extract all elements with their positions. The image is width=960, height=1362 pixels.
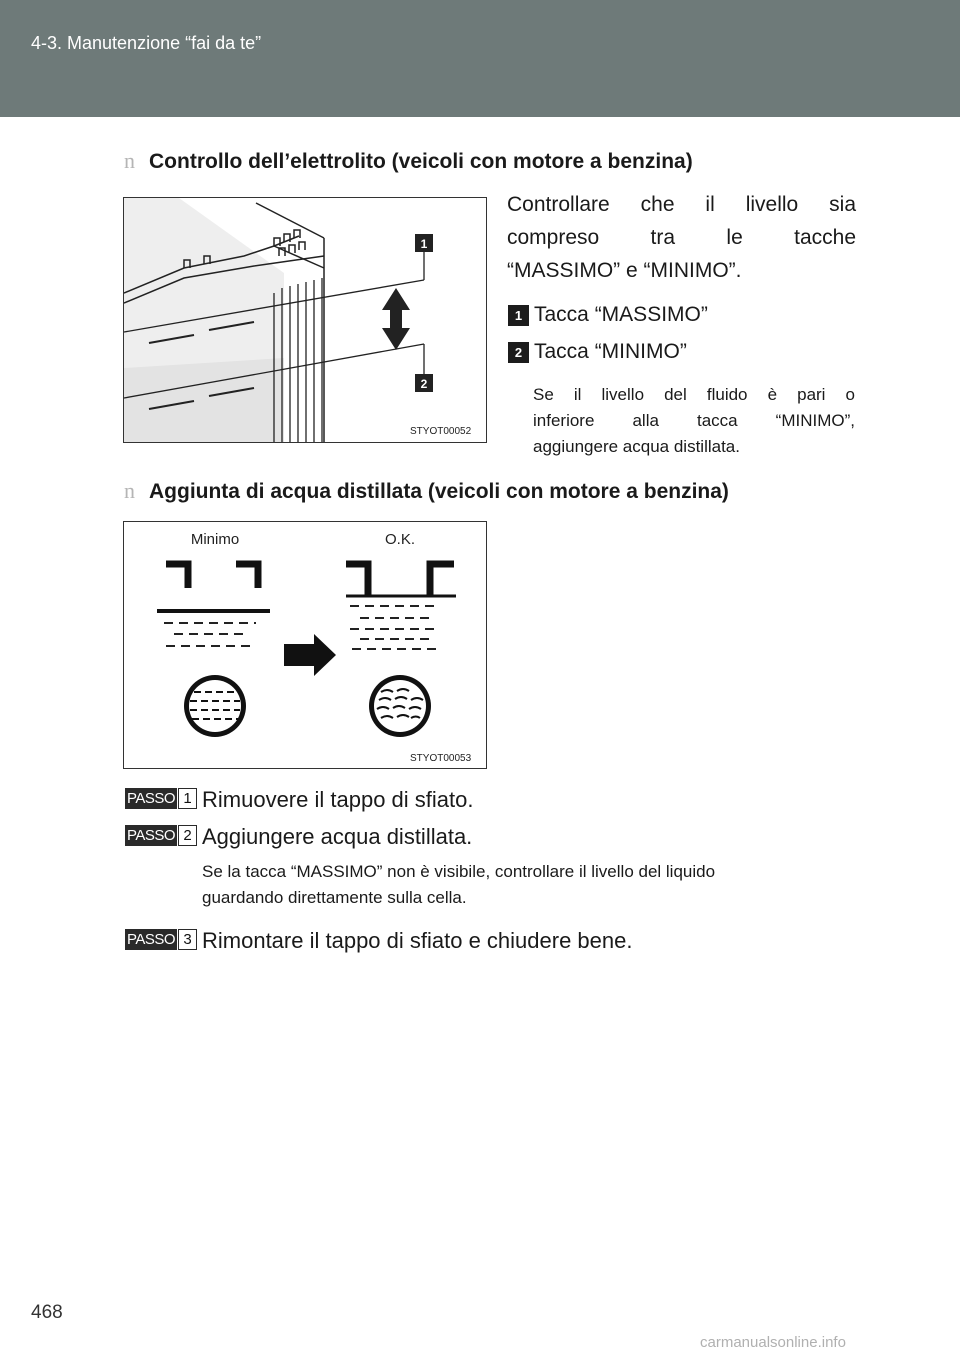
step-text-2: Aggiungere acqua distillata. [202, 824, 473, 849]
step-text-3: Rimontare il tappo di sfiato e chiudere bene. [202, 928, 633, 953]
step-badge-number: 1 [178, 788, 197, 809]
section-bullet: n [124, 478, 135, 503]
callout-label-1: Tacca “MASSIMO” [534, 303, 708, 326]
step-badge-word: PASSO [126, 931, 176, 948]
figure-label-ok: O.K. [384, 531, 416, 548]
page-header [0, 0, 960, 117]
figure-code: STYOT00052 [410, 426, 472, 437]
note-line: Se il livello del fluido è pari o [533, 385, 855, 404]
figure-label-minimo: Minimo [190, 531, 240, 548]
body-line: “MASSIMO” e “MINIMO”. [507, 259, 742, 282]
section-heading-distilled-water: Aggiunta di acqua distillata (veicoli con motore a benzina) [149, 480, 729, 503]
water-level-figure [123, 521, 487, 769]
step-text-1: Rimuovere il tappo di sfiato. [202, 787, 474, 812]
water-level-illustration [124, 522, 486, 768]
step-note-line: Se la tacca “MASSIMO” non è visibile, controllare il livello del liquido [202, 862, 716, 881]
callout-number-1: 1 [508, 305, 529, 326]
watermark: carmanualsonline.info [700, 1334, 846, 1351]
figure-marker-2: 2 [420, 377, 428, 391]
battery-level-illustration [124, 198, 486, 442]
step-badge-word: PASSO [126, 827, 176, 844]
figure-code: STYOT00053 [410, 753, 472, 764]
battery-level-figure [123, 197, 487, 443]
step-badge-word: PASSO [126, 790, 176, 807]
callout-label-2: Tacca “MINIMO” [534, 340, 687, 363]
step-badge-number: 3 [178, 929, 197, 950]
body-line: Controllare che il livello sia [507, 193, 856, 216]
step-note-line: guardando direttamente sulla cella. [202, 888, 467, 907]
page-number: 468 [31, 1302, 63, 1323]
step-note [202, 859, 862, 911]
step-badge-number: 2 [178, 825, 197, 846]
callout-number-2: 2 [508, 342, 529, 363]
section-bullet: n [124, 148, 135, 173]
body-paragraph [507, 188, 856, 287]
note-line: aggiungere acqua distillata. [533, 437, 740, 456]
note-line: inferiore alla tacca “MINIMO”, [533, 411, 855, 430]
section-title: 4-3. Manutenzione “fai da te” [31, 33, 262, 53]
section-heading-electrolyte: Controllo dell’elettrolito (veicoli con motore a benzina) [149, 150, 693, 173]
body-line: compreso tra le tacche [507, 226, 856, 249]
note-paragraph [533, 382, 855, 460]
figure-marker-1: 1 [420, 237, 428, 251]
